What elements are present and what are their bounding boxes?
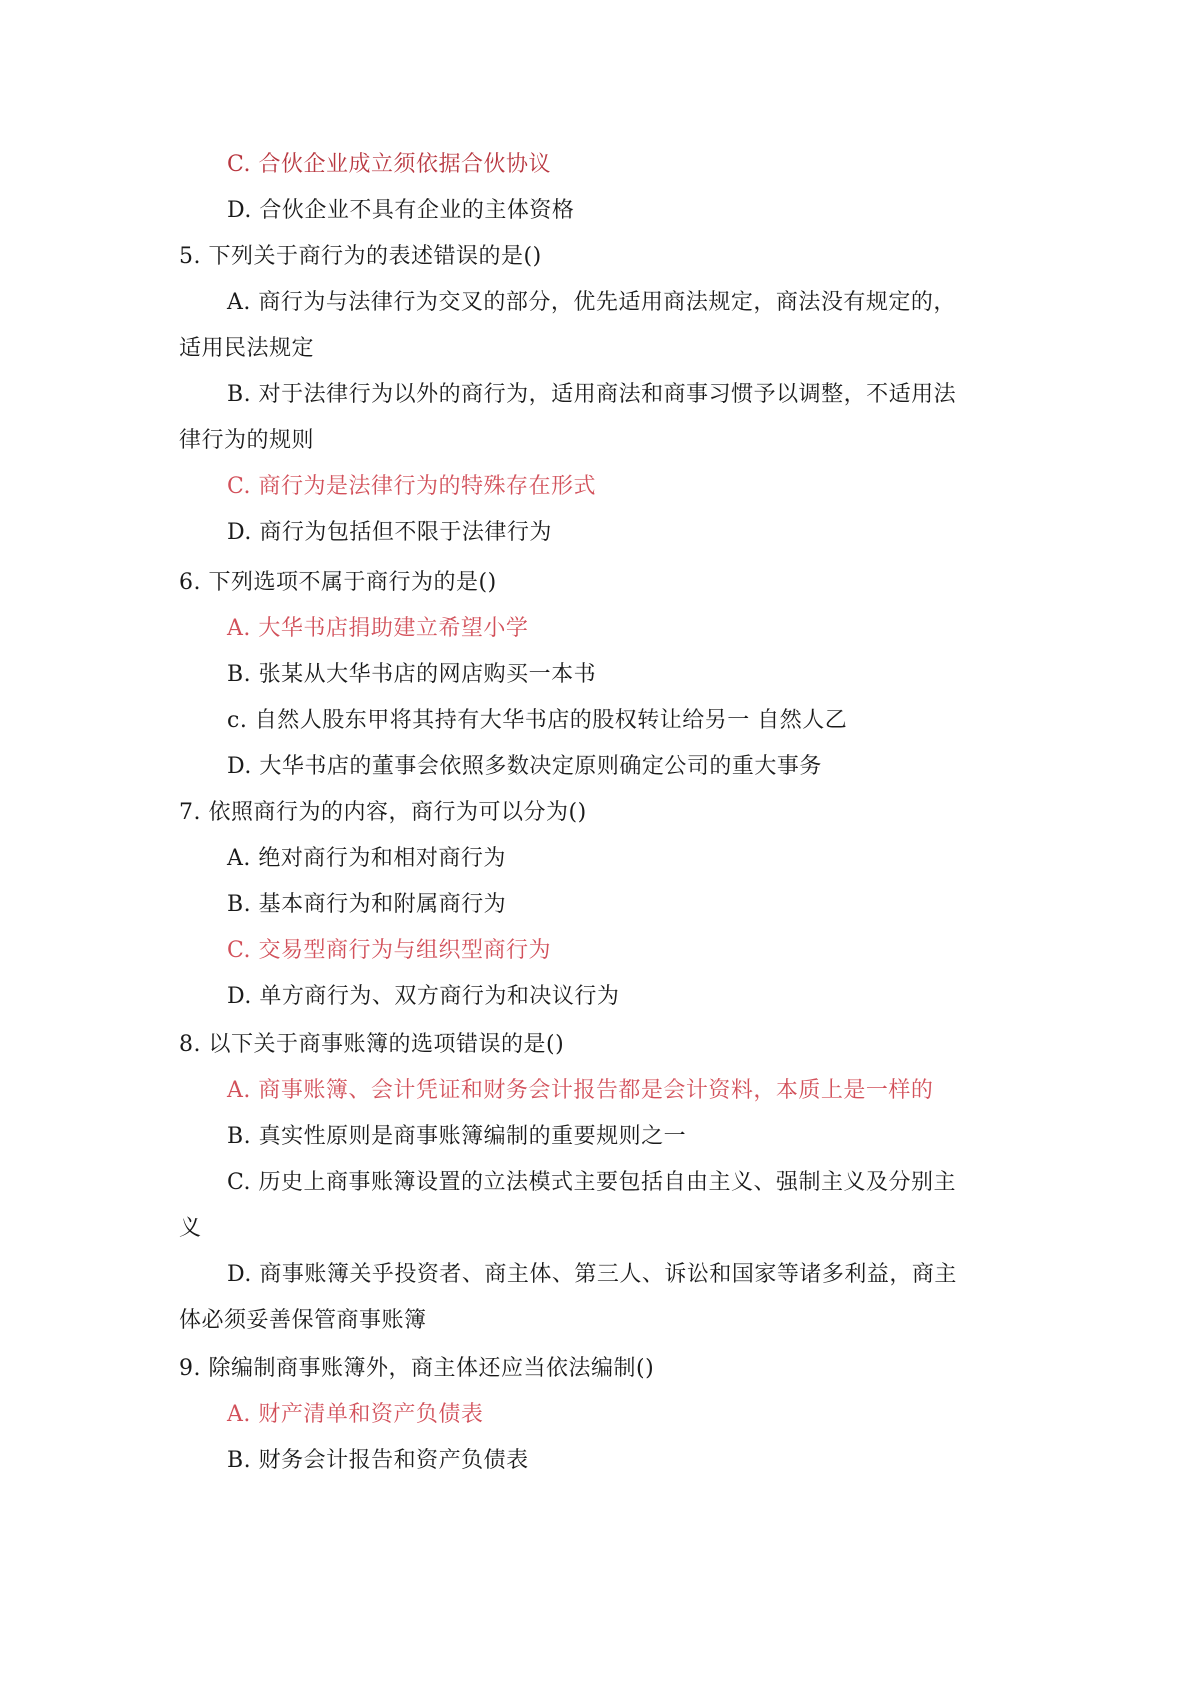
- q7-option-d: D. 单方商行为、双方商行为和决议行为: [227, 984, 620, 1009]
- q9-option-b: B. 财务会计报告和资产负债表: [227, 1448, 529, 1473]
- option-c-answer: C. 合伙企业成立须依据合伙协议: [227, 152, 552, 177]
- q5-option-a-cont: 适用民法规定: [179, 336, 315, 361]
- q6-option-d: D. 大华书店的董事会依照多数决定原则确定公司的重大事务: [227, 754, 822, 779]
- question-9: 9. 除编制商事账簿外，商主体还应当依法编制(): [179, 1356, 655, 1381]
- question-6: 6. 下列选项不属于商行为的是(): [179, 570, 497, 595]
- q7-option-a: A. 绝对商行为和相对商行为: [227, 846, 506, 871]
- q5-option-d: D. 商行为包括但不限于法律行为: [227, 520, 552, 545]
- q5-option-a: A. 商行为与法律行为交叉的部分，优先适用商法规定，商法没有规定的，: [227, 290, 956, 315]
- q8-option-d: D. 商事账簿关乎投资者、商主体、第三人、诉讼和国家等诸多利益，商主: [227, 1262, 957, 1287]
- q7-option-c-answer: C. 交易型商行为与组织型商行为: [227, 938, 552, 963]
- q8-option-a-answer: A. 商事账簿、会计凭证和财务会计报告都是会计资料，本质上是一样的: [227, 1078, 934, 1103]
- q5-option-b-cont: 律行为的规则: [179, 428, 315, 453]
- question-7: 7. 依照商行为的内容，商行为可以分为(): [179, 800, 587, 825]
- q8-option-c-cont: 义: [179, 1216, 202, 1241]
- q5-option-c-answer: C. 商行为是法律行为的特殊存在形式: [227, 474, 597, 499]
- q8-option-d-cont: 体必须妥善保管商事账簿: [179, 1308, 427, 1333]
- q6-option-a-answer: A. 大华书店捐助建立希望小学: [227, 616, 529, 641]
- option-d: D. 合伙企业不具有企业的主体资格: [227, 198, 575, 223]
- q7-option-b: B. 基本商行为和附属商行为: [227, 892, 507, 917]
- q6-option-b: B. 张某从大华书店的网店购买一本书: [227, 662, 597, 687]
- q8-option-c: C. 历史上商事账簿设置的立法模式主要包括自由主义、强制主义及分别主: [227, 1170, 957, 1195]
- question-8: 8. 以下关于商事账簿的选项错误的是(): [179, 1032, 565, 1057]
- q6-option-c: c. 自然人股东甲将其持有大华书店的股权转让给另一 自然人乙: [227, 708, 848, 733]
- q9-option-a-answer: A. 财产清单和资产负债表: [227, 1402, 484, 1427]
- q5-option-b: B. 对于法律行为以外的商行为，适用商法和商事习惯予以调整，不适用法: [227, 382, 957, 407]
- q8-option-b: B. 真实性原则是商事账簿编制的重要规则之一: [227, 1124, 687, 1149]
- question-5: 5. 下列关于商行为的表述错误的是(): [179, 244, 542, 269]
